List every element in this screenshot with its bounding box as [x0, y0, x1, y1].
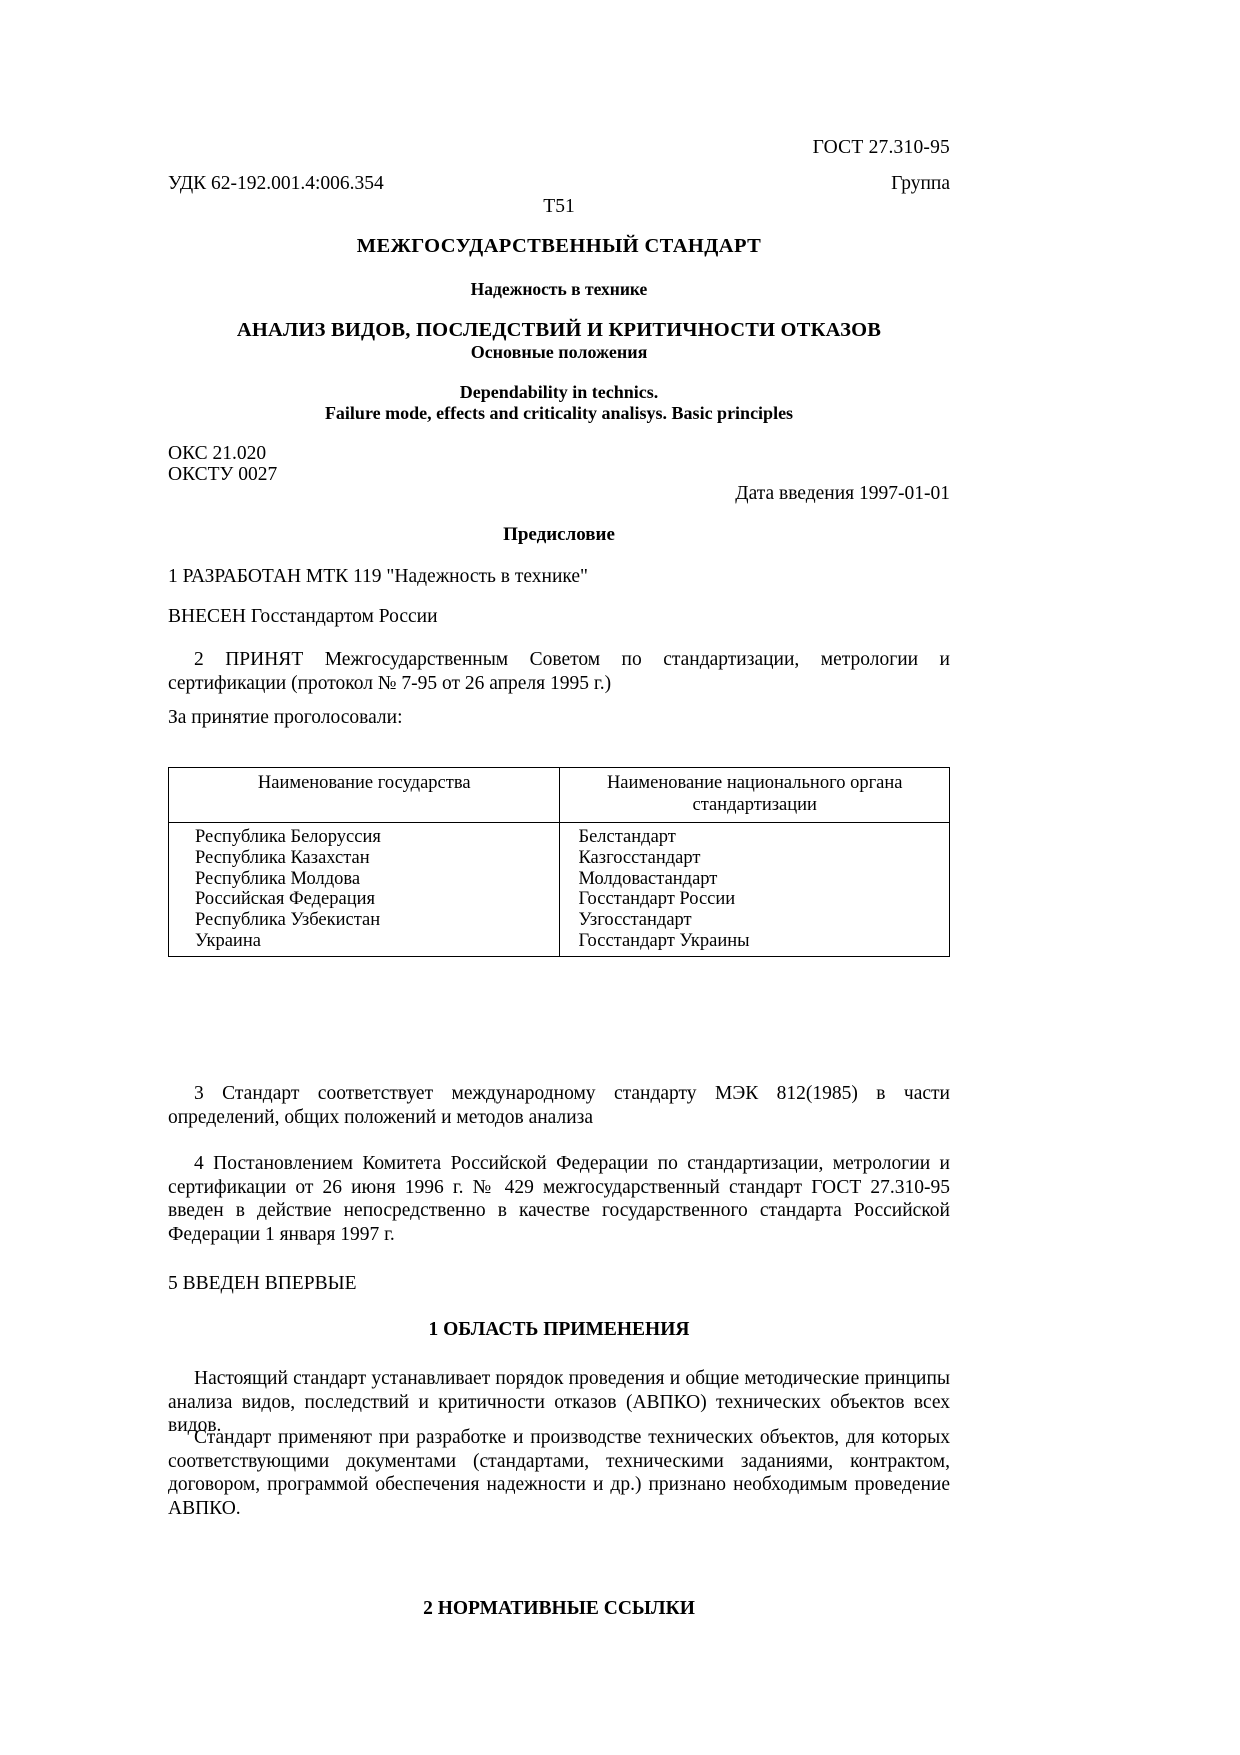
states-table — [168, 767, 950, 957]
table-row — [169, 889, 950, 910]
cell-body: Узгосстандарт — [560, 910, 950, 931]
udk-code: УДК 62-192.001.4:006.354 — [168, 173, 384, 194]
foreword-item-4: 4 Постановлением Комитета Российской Федерации по стандартизации, метрологии и сертификации от 26 июня 1996 г. № 429 межгосударственный стандарт ГОСТ 27.310-95 введен в действие непосредственно в качестве государственного стандарта Российской Федерации 1 января 1997 г. — [168, 1153, 950, 1245]
foreword-item-5: 5 ВВЕДЕН ВПЕРВЫЕ — [168, 1273, 357, 1294]
cell-body: Госстандарт России — [560, 889, 950, 910]
english-title-line1: Dependability in technics. — [459, 382, 659, 402]
table-header-body-line1: Наименование национального органа — [606, 773, 903, 793]
field-subtitle: Надежность в технике — [470, 279, 648, 299]
english-title-line2: Failure mode, effects and criticality analisys. Basic principles — [324, 403, 794, 423]
cell-state: Российская Федерация — [169, 889, 560, 910]
section-1-paragraph-2: Стандарт применяют при разработке и производстве технических объектов, для которых соответствующими документами (стандартами, техническими заданиями, контрактом, договором, программой обеспечения надежности и др.) признано необходимым проведение АВПКО. — [168, 1427, 950, 1519]
table-row — [169, 823, 950, 848]
section-1-paragraph-1: Настоящий стандарт устанавливает порядок проведения и общие методические принципы анализа видов, последствий и критичности отказов (АВПКО) технических объектов всех видов. — [168, 1368, 950, 1436]
vote-intro: За принятие проголосовали: — [168, 707, 403, 728]
gost-number: ГОСТ 27.310-95 — [812, 137, 950, 158]
cell-state: Республика Молдова — [169, 869, 560, 890]
cell-body: Белстандарт — [560, 823, 950, 848]
cell-body: Госстандарт Украины — [560, 931, 950, 956]
table-header-row — [169, 768, 950, 823]
cell-state: Украина — [169, 931, 560, 956]
table-header-body — [560, 768, 950, 823]
page-subtitle: Основные положения — [470, 342, 648, 362]
standard-type-heading: МЕЖГОСУДАРСТВЕННЫЙ СТАНДАРТ — [356, 235, 762, 257]
table-header-body-line2: стандартизации — [692, 795, 817, 815]
foreword-heading: Предисловие — [503, 524, 615, 545]
table-row — [169, 848, 950, 869]
group-label: Группа — [891, 173, 950, 194]
foreword-item-submitted: ВНЕСЕН Госстандартом России — [168, 606, 438, 627]
section-2-heading: 2 НОРМАТИВНЫЕ ССЫЛКИ — [423, 1598, 695, 1619]
table-row — [169, 869, 950, 890]
table-row — [169, 910, 950, 931]
cell-state: Республика Белоруссия — [169, 823, 560, 848]
cell-body: Казгосстандарт — [560, 848, 950, 869]
group-code: Т51 — [543, 196, 575, 217]
foreword-item-2: 2 ПРИНЯТ Межгосударственным Советом по стандартизации, метрологии и сертификации (протокол № 7-95 от 26 апреля 1995 г.) — [168, 649, 950, 694]
oks-code: ОКС 21.020 — [168, 443, 267, 464]
cell-state: Республика Узбекистан — [169, 910, 560, 931]
foreword-item-3: 3 Стандарт соответствует международному стандарту МЭК 812(1985) в части определений, общих положений и методов анализа — [168, 1083, 950, 1128]
page-title: АНАЛИЗ ВИДОВ, ПОСЛЕДСТВИЙ И КРИТИЧНОСТИ ОТКАЗОВ — [236, 319, 882, 341]
cell-state: Республика Казахстан — [169, 848, 560, 869]
table-header-state: Наименование государства — [169, 768, 560, 823]
introduction-date: Дата введения 1997-01-01 — [735, 483, 950, 504]
foreword-item-1: 1 РАЗРАБОТАН МТК 119 "Надежность в технике" — [168, 566, 589, 587]
table-row — [169, 931, 950, 956]
section-1-heading: 1 ОБЛАСТЬ ПРИМЕНЕНИЯ — [428, 1319, 690, 1340]
okstu-code: ОКСТУ 0027 — [168, 464, 278, 485]
cell-body: Молдовастандарт — [560, 869, 950, 890]
